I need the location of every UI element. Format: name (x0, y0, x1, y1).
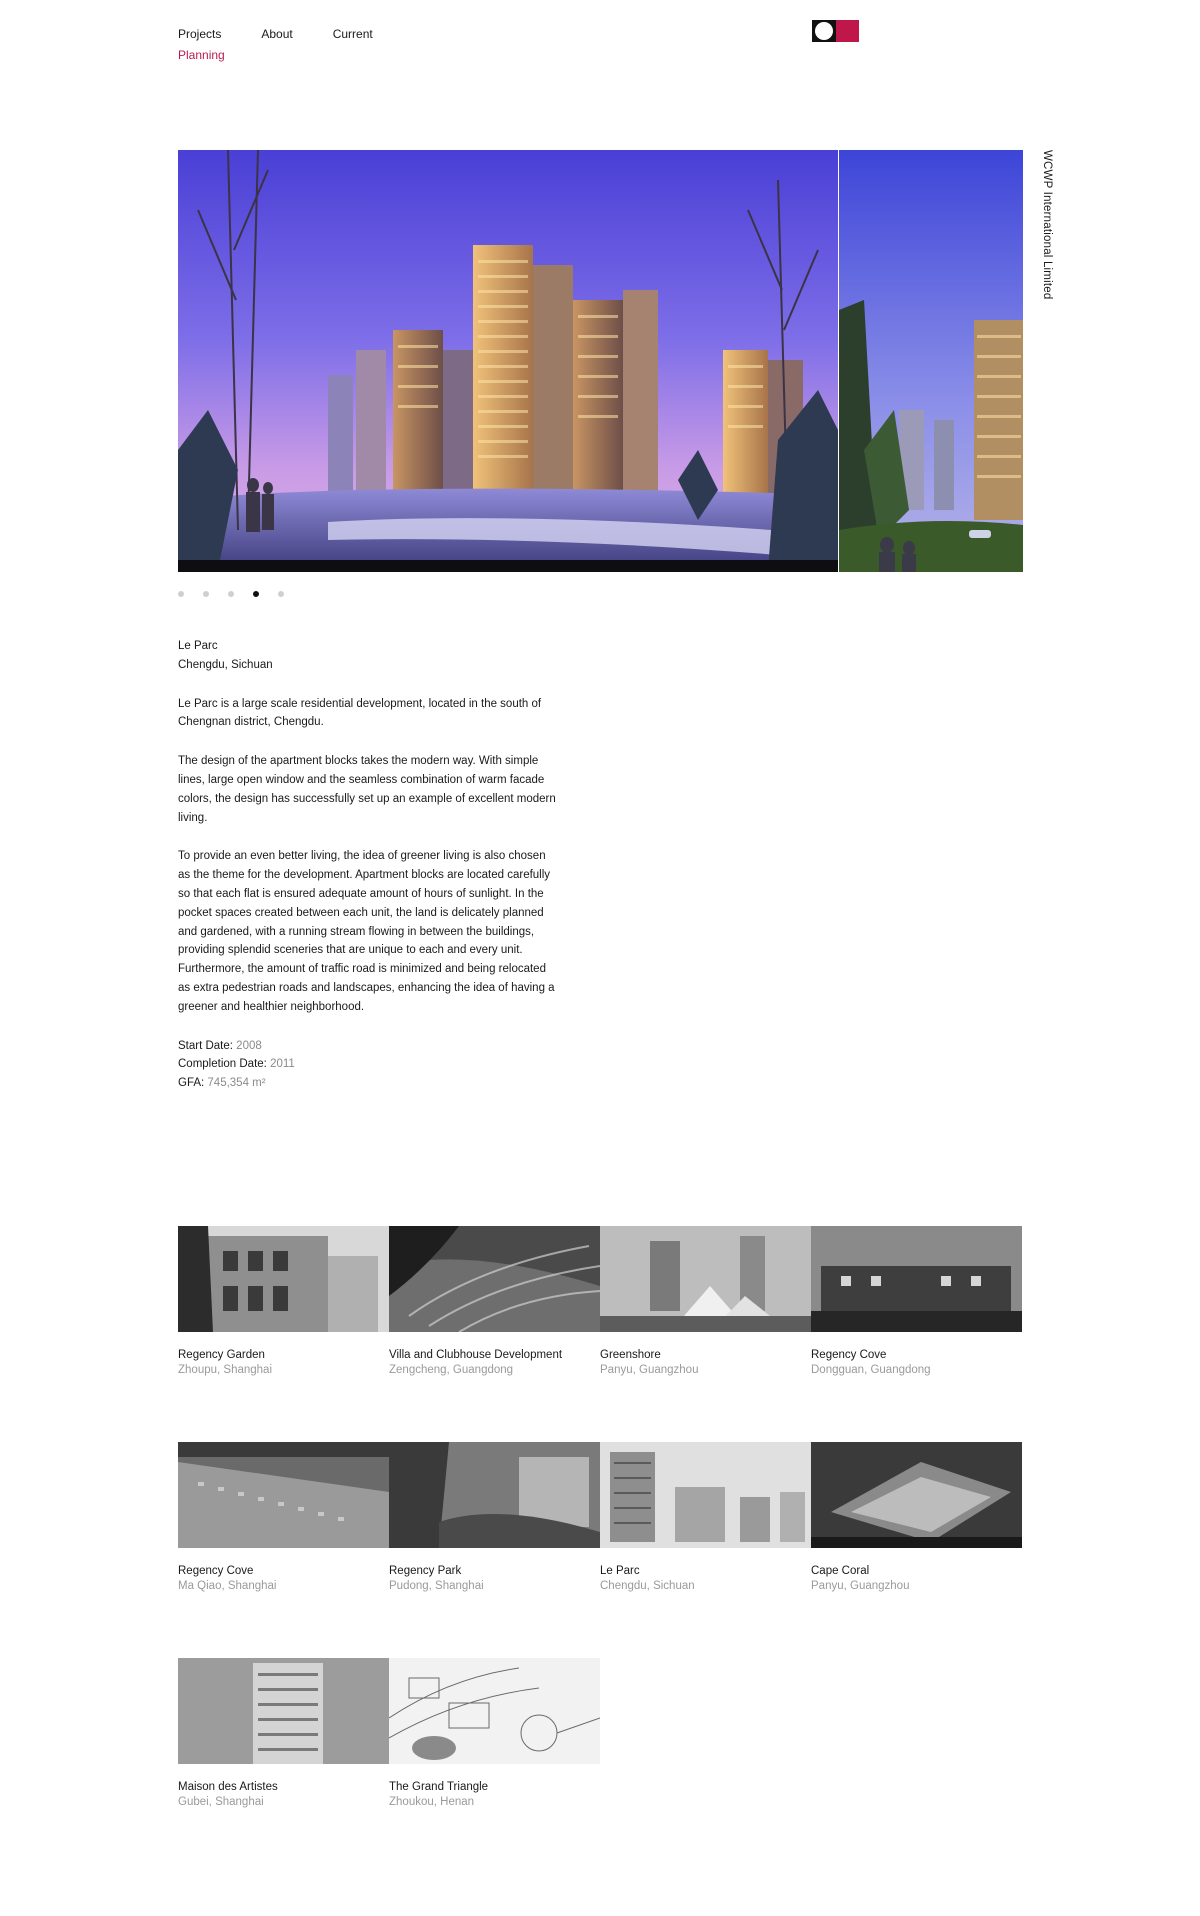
thumb-regency-cove-dongguan (811, 1226, 1022, 1332)
gfa-value: 745,354 m² (207, 1077, 266, 1090)
project-card-location: Zhoupu, Shanghai (178, 1364, 272, 1376)
company-name-vertical: WCWP International Limited (1041, 150, 1053, 300)
slide-next-image[interactable] (839, 150, 1023, 572)
project-card-maison-des-artistes[interactable] (178, 1658, 389, 1808)
logo-black-square (812, 20, 836, 42)
project-card-title: Villa and Clubhouse Development (389, 1349, 563, 1361)
project-card-grand-triangle[interactable] (389, 1658, 600, 1808)
slider-dot-3[interactable] (228, 591, 234, 597)
project-card-title: Regency Cove (811, 1349, 887, 1361)
nav-projects[interactable]: Projects (178, 27, 222, 41)
project-card-regency-garden[interactable] (178, 1226, 389, 1376)
completion-date-value: 2011 (270, 1058, 295, 1071)
project-card-regency-cove-maqiao[interactable] (178, 1442, 389, 1592)
thumb-regency-park (389, 1442, 600, 1548)
thumb-grand-triangle (389, 1658, 600, 1764)
slide-current-image (178, 150, 838, 572)
nav-about[interactable]: About (261, 27, 293, 41)
project-card-title: Regency Cove (178, 1565, 254, 1577)
project-card-le-parc[interactable] (600, 1442, 811, 1592)
thumb-regency-cove-maqiao (178, 1442, 389, 1548)
thumb-regency-garden (178, 1226, 389, 1332)
logo-red-square (836, 20, 859, 42)
thumb-cape-coral (811, 1442, 1022, 1548)
slider-dot-1[interactable] (178, 591, 184, 597)
slider-dot-5[interactable] (278, 591, 284, 597)
gfa-row (178, 1074, 558, 1093)
project-card-title: Cape Coral (811, 1565, 870, 1577)
project-card-location: Gubei, Shanghai (178, 1796, 264, 1808)
project-card-title: Le Parc (600, 1565, 640, 1577)
slider-pagination (178, 591, 303, 597)
project-card-title: Regency Park (389, 1565, 462, 1577)
thumb-greenshore (600, 1226, 811, 1332)
project-card-greenshore[interactable] (600, 1226, 811, 1376)
project-card-location: Chengdu, Sichuan (600, 1580, 695, 1592)
slider-dot-4-active[interactable] (253, 591, 259, 597)
nav-current[interactable]: Current (332, 27, 373, 41)
project-card-location: Zengcheng, Guangdong (389, 1364, 514, 1376)
main-nav (178, 27, 413, 62)
project-card-regency-cove-dongguan[interactable] (811, 1226, 1022, 1376)
gfa-label: GFA: (178, 1077, 205, 1090)
start-date-label: Start Date: (178, 1039, 233, 1052)
project-card-location: Panyu, Guangzhou (600, 1364, 699, 1376)
project-card-location: Ma Qiao, Shanghai (178, 1580, 277, 1592)
project-location: Chengdu, Sichuan (178, 658, 273, 671)
project-description (178, 637, 558, 1093)
site-logo[interactable] (812, 20, 859, 42)
project-card-title: Maison des Artistes (178, 1781, 278, 1793)
thumb-villa-clubhouse (389, 1226, 600, 1332)
start-date-value: 2008 (236, 1039, 262, 1052)
logo-circle-icon (815, 22, 833, 40)
project-card-title: Greenshore (600, 1349, 661, 1361)
project-card-location: Panyu, Guangzhou (811, 1580, 910, 1592)
slider-dot-2[interactable] (203, 591, 209, 597)
description-paragraph-3: To provide an even better living, the idea of greener living is also chosen as the theme for the development. Apartment blocks are located carefully so that each flat is ensured adequate amount of hours of sunlight. In the pocket spaces created between each unit, the land is delicately planned and gardened, with a running stream flowing in between the buildings, providing splendid sceneries that are unique to each and every unit. Furthermore, the amount of traffic road is minimized and being relocated as extra pedestrian roads and landscapes, enhancing the idea of having a greener and healthier neighborhood. (178, 850, 555, 1013)
project-card-title: The Grand Triangle (389, 1781, 489, 1793)
description-paragraph-1: Le Parc is a large scale residential development, located in the south of Chengnan district, Chengdu. (178, 697, 542, 729)
project-card-regency-park[interactable] (389, 1442, 600, 1592)
project-card-cape-coral[interactable] (811, 1442, 1022, 1592)
project-card-title: Regency Garden (178, 1349, 265, 1361)
project-image-slider[interactable] (178, 150, 1023, 572)
nav-sub-planning[interactable]: Planning (178, 48, 225, 62)
completion-date-row (178, 1055, 558, 1074)
completion-date-label: Completion Date: (178, 1058, 267, 1071)
project-card-location: Pudong, Shanghai (389, 1580, 484, 1592)
thumb-le-parc (600, 1442, 811, 1548)
project-card-villa-clubhouse[interactable] (389, 1226, 600, 1376)
description-paragraph-2: The design of the apartment blocks takes the modern way. With simple lines, large open window and the seamless combination of warm facade colors, the design has successfully set up an example of excellent modern living. (178, 755, 556, 824)
thumb-maison-des-artistes (178, 1658, 389, 1764)
project-title: Le Parc (178, 640, 218, 652)
start-date-row (178, 1037, 558, 1056)
project-card-location: Dongguan, Guangdong (811, 1364, 931, 1376)
project-card-location: Zhoukou, Henan (389, 1796, 475, 1808)
nav-row (178, 27, 413, 41)
